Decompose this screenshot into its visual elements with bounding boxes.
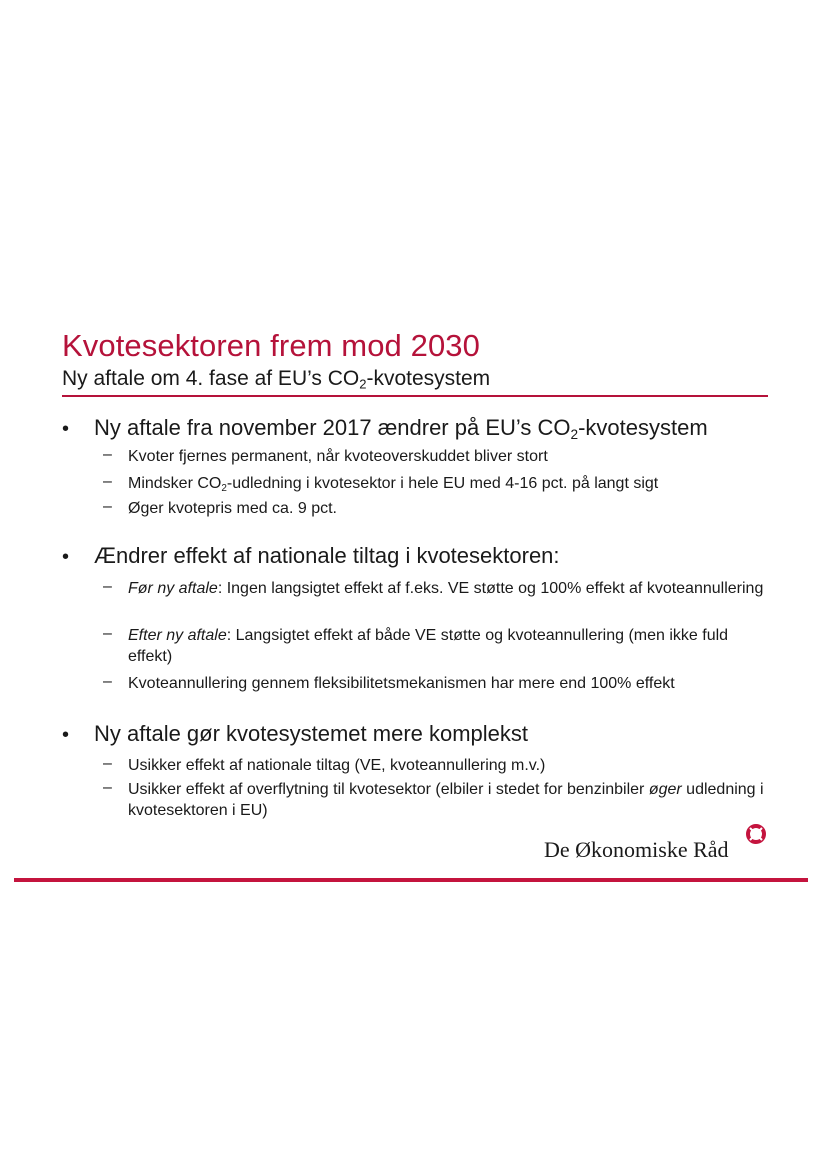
bullet-2-item-1: Før ny aftale: Ingen langsigtet effekt af f.eks. VE støtte og 100% effekt af kvoteannullering xyxy=(128,580,764,597)
dash-marker: – xyxy=(103,473,112,490)
logo-emblem-icon xyxy=(745,823,767,845)
bullet-3-text: Ny aftale gør kvotesystemet mere komplekst xyxy=(94,721,529,746)
bullet-3-item-1: Usikker effekt af nationale tiltag (VE, kvoteannullering m.v.) xyxy=(128,757,546,774)
dash-marker: – xyxy=(103,755,112,772)
dash-marker: – xyxy=(103,625,112,642)
organization-logo-text: De Økonomiske Råd xyxy=(544,837,729,862)
bullet-2-text: Ændrer effekt af nationale tiltag i kvotesektoren: xyxy=(94,543,560,568)
bullet-3-item-2: Usikker effekt af overflytning til kvotesektor (elbiler i stedet for benzinbiler øger udledning i kvotesektoren i EU) xyxy=(128,781,764,819)
bullet-marker: • xyxy=(62,418,70,440)
bullet-2-item-2: Efter ny aftale: Langsigtet effekt af både VE støtte og kvoteannullering (men ikke fuld effekt) xyxy=(128,627,729,665)
footer-divider xyxy=(14,878,808,882)
bullet-2-item-3: Kvoteannullering gennem fleksibilitetsmekanismen har mere end 100% effekt xyxy=(128,675,675,692)
slide-title: Kvotesektoren frem mod 2030 xyxy=(62,328,480,363)
bullet-1-item-1: Kvoter fjernes permanent, når kvoteoverskuddet bliver stort xyxy=(128,448,548,465)
dash-marker: – xyxy=(103,498,112,515)
dash-marker: – xyxy=(103,673,112,690)
dash-marker: – xyxy=(103,578,112,595)
bullet-1-item-2: Mindsker $CO_2$-udledning i kvotesektor i hele EU med 4-16 pct. på langt sigt xyxy=(128,475,659,494)
bullet-marker: • xyxy=(62,724,70,746)
bullet-1-item-3: Øger kvotepris med ca. 9 pct. xyxy=(128,500,337,517)
title-divider xyxy=(62,395,768,397)
bullet-1-text: Ny aftale fra november 2017 ændrer på EU’s $CO_2$-kvotesystem xyxy=(94,415,708,442)
dash-marker: – xyxy=(103,779,112,796)
slide-subtitle: Ny aftale om 4. fase af EU’s $CO_2$-kvotesystem xyxy=(62,367,491,392)
dash-marker: – xyxy=(103,446,112,463)
bullet-marker: • xyxy=(62,546,70,568)
